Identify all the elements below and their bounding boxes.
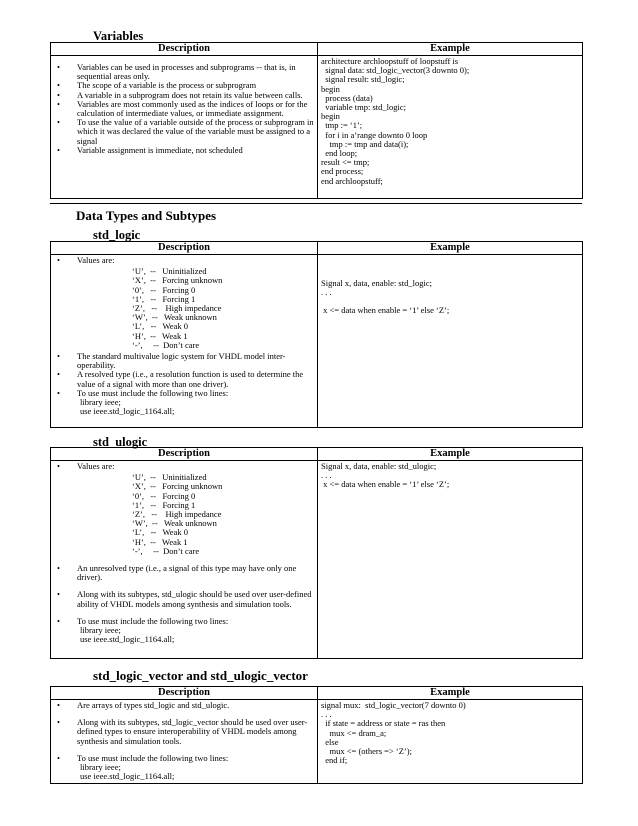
include-note: To use must include the following two lines: <box>77 387 229 398</box>
include-note: To use must include the following two lines: <box>77 752 229 763</box>
list-item <box>54 754 314 782</box>
include-note: To use must include the following two lines: <box>77 615 229 626</box>
value-line: ‘H’, -- Weak 1 <box>132 330 188 341</box>
variables-example-cell <box>318 56 583 199</box>
code-line: begin <box>321 111 340 122</box>
slv-example-cell <box>318 700 583 784</box>
variables-header-description: Description <box>51 43 318 56</box>
code-line: mux <= (others => ‘Z’); <box>321 746 412 757</box>
list-item: • Along with its subtypes, std_ulogic should be used over user-defined ability of VHDL models among synthesis and simulation tools. <box>54 590 314 608</box>
std-logic-values-list <box>132 267 314 350</box>
list-item: • Variables are most commonly used as the indices of loops or for the calculation of intermediate values, or immediate assignment. <box>54 100 314 118</box>
values-label: Values are: <box>77 255 115 265</box>
std-logic-table <box>50 241 583 428</box>
std-ulogic-table <box>50 447 583 659</box>
variables-description-cell <box>51 56 318 199</box>
section-divider <box>50 203 582 204</box>
std-logic-vector-table <box>50 686 583 784</box>
code-line: tmp := tmp and data(i); <box>321 138 409 149</box>
variables-bullet-list <box>54 63 314 155</box>
value-line: ‘X’, -- Forcing unknown <box>132 481 223 492</box>
list-item: • The standard multivalue logic system for VHDL model inter-operability. <box>54 352 314 370</box>
code-line: variable tmp: std_logic; <box>321 102 406 113</box>
library-line: use ieee.std_logic_1164.all; <box>80 634 175 645</box>
std-ulogic-header-description: Description <box>51 448 318 461</box>
list-item <box>54 256 314 350</box>
list-item: • To use the value of a variable outside of the process or subprogram in which it was declared the value of the variable must be assigned to a signal <box>54 118 314 146</box>
slv-description-cell <box>51 700 318 784</box>
code-line: signal data: std_logic_vector(3 downto 0); <box>321 65 470 76</box>
slv-header-description: Description <box>51 687 318 700</box>
section-title-std-ulogic: std_ulogic <box>93 435 148 449</box>
code-line: . . . <box>321 470 332 481</box>
variables-code-block <box>321 57 579 186</box>
section-title-variables: Variables <box>93 29 144 43</box>
value-line: ‘W’, -- Weak unknown <box>132 312 217 323</box>
code-line: x <= data when enable = ‘1’ else ‘Z’; <box>321 305 450 316</box>
value-line: ‘Z’, -- High impedance <box>132 509 222 520</box>
list-item: • A variable in a subprogram does not retain its value between calls. <box>54 91 314 100</box>
library-line: library ieee; <box>80 762 121 773</box>
std-logic-bullet-list <box>54 256 314 416</box>
value-line: ‘0’, -- Forcing 0 <box>132 284 196 295</box>
value-line: ‘-’, -- Don’t care <box>132 339 200 350</box>
value-line: ‘Z’, -- High impedance <box>132 303 222 314</box>
code-line: result <= tmp; <box>321 157 370 168</box>
std-ulogic-bullet-list <box>54 462 314 644</box>
code-line: if state = address or state = ras then <box>321 718 446 729</box>
list-item: • Variable assignment is immediate, not scheduled <box>54 146 314 155</box>
std-logic-code-block <box>321 279 579 316</box>
code-line: x <= data when enable = ‘1’ else ‘Z’; <box>321 479 450 490</box>
section-title-std-logic-vector: std_logic_vector and std_ulogic_vector <box>93 668 308 683</box>
code-line: mux <= dram_a; <box>321 727 387 738</box>
std-logic-header-example: Example <box>318 242 583 255</box>
slv-code-block <box>321 701 579 765</box>
list-item: • Along with its subtypes, std_logic_vector should be used over user-defined types to ensure interoperability of VHDL models among synthesis and simulation tools. <box>54 718 314 746</box>
value-line: ‘1’, -- Forcing 1 <box>132 293 196 304</box>
std-ulogic-header-example: Example <box>318 448 583 461</box>
value-line: ‘U’, -- Uninitialized <box>132 266 207 277</box>
code-line: Signal x, data, enable: std_ulogic; <box>321 461 437 471</box>
code-line: end if; <box>321 755 348 766</box>
code-line: end process; <box>321 166 364 177</box>
value-line: ‘L’, -- Weak 0 <box>132 527 188 538</box>
code-line: process (data) <box>321 92 373 103</box>
value-line: ‘X’, -- Forcing unknown <box>132 275 223 286</box>
value-line: ‘U’, -- Uninitialized <box>132 472 207 483</box>
code-line: architecture archloopstuff of loopstuff is <box>321 56 459 66</box>
code-line: else <box>321 736 339 747</box>
values-label: Values are: <box>77 461 115 471</box>
list-item: • The scope of a variable is the process or subprogram <box>54 81 314 90</box>
list-item: • An unresolved type (i.e., a signal of this type may have only one driver). <box>54 564 314 582</box>
std-ulogic-values-list <box>132 473 314 556</box>
std-ulogic-code-block <box>321 462 579 490</box>
std-ulogic-description-cell <box>51 461 318 659</box>
std-logic-header-description: Description <box>51 242 318 255</box>
code-line: end loop; <box>321 148 358 159</box>
std-ulogic-example-cell <box>318 461 583 659</box>
code-line: signal mux: std_logic_vector(7 downto 0) <box>321 700 466 710</box>
code-line: end archloopstuff; <box>321 175 383 186</box>
code-line: for i in a’range downto 0 loop <box>321 129 428 140</box>
value-line: ‘W’, -- Weak unknown <box>132 518 217 529</box>
value-line: ‘0’, -- Forcing 0 <box>132 490 196 501</box>
slv-header-example: Example <box>318 687 583 700</box>
code-line: . . . <box>321 709 332 720</box>
value-line: ‘H’, -- Weak 1 <box>132 536 188 547</box>
code-line: . . . <box>321 287 332 298</box>
list-item: • A resolved type (i.e., a resolution function is used to determine the value of a signal with more than one driver). <box>54 370 314 388</box>
section-title-data-types: Data Types and Subtypes <box>76 208 217 223</box>
list-item: • Variables can be used in processes and subprograms -- that is, in sequential areas only. <box>54 63 314 81</box>
code-line: Signal x, data, enable: std_logic; <box>321 278 432 288</box>
value-line: ‘L’, -- Weak 0 <box>132 321 188 332</box>
library-line: library ieee; <box>80 625 121 636</box>
list-item <box>54 617 314 645</box>
library-line: library ieee; <box>80 397 121 408</box>
code-line: tmp := ‘1’; <box>321 120 363 131</box>
section-title-std-logic: std_logic <box>93 228 141 242</box>
list-item <box>54 389 314 417</box>
std-logic-description-cell <box>51 255 318 428</box>
value-line: ‘-’, -- Don’t care <box>132 545 200 556</box>
library-line: use ieee.std_logic_1164.all; <box>80 771 175 782</box>
variables-header-example: Example <box>318 43 583 56</box>
library-line: use ieee.std_logic_1164.all; <box>80 406 175 417</box>
std-logic-example-cell <box>318 255 583 428</box>
code-line: begin <box>321 83 340 94</box>
list-item <box>54 462 314 556</box>
variables-table <box>50 42 583 199</box>
value-line: ‘1’, -- Forcing 1 <box>132 499 196 510</box>
code-line: signal result: std_logic; <box>321 74 405 85</box>
list-item: • Are arrays of types std_logic and std_ulogic. <box>54 701 314 710</box>
slv-bullet-list <box>54 701 314 781</box>
